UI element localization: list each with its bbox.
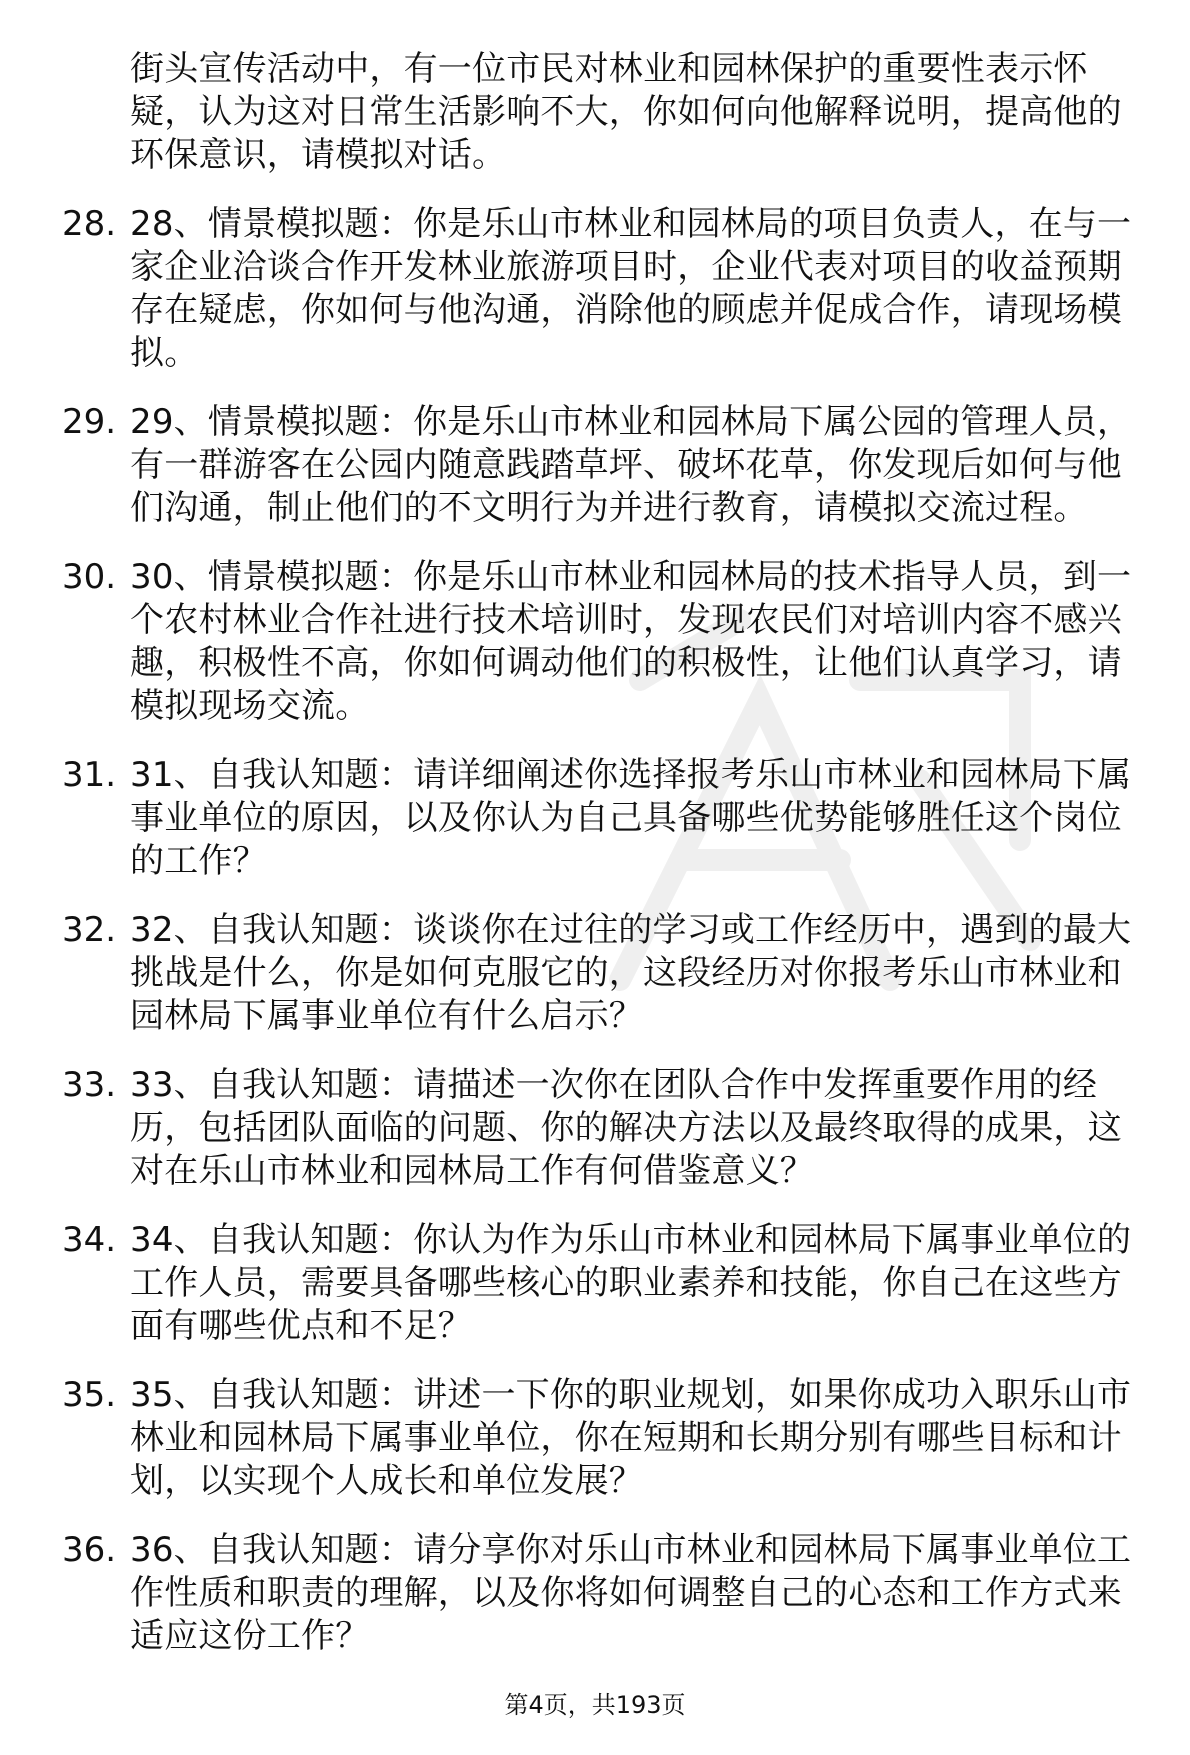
item-text: 35、自我认知题：讲述一下你的职业规划，如果你成功入职乐山市林业和园林局下属事业单位，你在短期和长期分别有哪些目标和计划，以实现个人成长和单位发展？ <box>130 1375 1132 1501</box>
list-item <box>62 203 1150 375</box>
item-number: 28. <box>62 204 117 244</box>
item-text: 34、自我认知题：你认为作为乐山市林业和园林局下属事业单位的工作人员，需要具备哪些核心的职业素养和技能，你自己在这些方面有哪些优点和不足？ <box>130 1220 1132 1346</box>
item-text: 31、自我认知题：请详细阐述你选择报考乐山市林业和园林局下属事业单位的原因，以及你认为自己具备哪些优势能够胜任这个岗位的工作？ <box>130 755 1132 881</box>
item-text: 29、情景模拟题：你是乐山市林业和园林局下属公园的管理人员，有一群游客在公园内随意践踏草坪、破坏花草，你发现后如何与他们沟通，制止他们的不文明行为并进行教育，请模拟交流过程。 <box>130 402 1132 528</box>
item-number: 31. <box>62 755 117 795</box>
list-item <box>62 909 1150 1038</box>
item-number: 35. <box>62 1375 117 1415</box>
item-text: 32、自我认知题：谈谈你在过往的学习或工作经历中，遇到的最大挑战是什么，你是如何克服它的，这段经历对你报考乐山市林业和园林局下属事业单位有什么启示？ <box>130 910 1132 1036</box>
item-number: 29. <box>62 402 117 442</box>
list-item <box>62 1219 1150 1348</box>
list-item <box>62 401 1150 530</box>
continued-question-text: 街头宣传活动中，有一位市民对林业和园林保护的重要性表示怀疑，认为这对日常生活影响不大，你如何向他解释说明，提高他的环保意识，请模拟对话。 <box>130 49 1122 175</box>
item-number: 32. <box>62 910 117 950</box>
item-number: 33. <box>62 1065 117 1105</box>
question-list <box>62 48 1150 1684</box>
item-text: 33、自我认知题：请描述一次你在团队合作中发挥重要作用的经历，包括团队面临的问题、你的解决方法以及最终取得的成果，这对在乐山市林业和园林局工作有何借鉴意义？ <box>130 1065 1122 1191</box>
list-item <box>62 1529 1150 1658</box>
item-number: 34. <box>62 1220 117 1260</box>
item-text: 30、情景模拟题：你是乐山市林业和园林局的技术指导人员，到一个农村林业合作社进行技术培训时，发现农民们对培训内容不感兴趣，积极性不高，你如何调动他们的积极性，让他们认真学习，请模拟现场交流。 <box>130 557 1132 726</box>
item-text: 36、自我认知题：请分享你对乐山市林业和园林局下属事业单位工作性质和职责的理解，以及你将如何调整自己的心态和工作方式来适应这份工作？ <box>130 1530 1132 1656</box>
list-item <box>62 754 1150 883</box>
page-footer: 第4页，共193页 <box>504 1691 686 1719</box>
item-number: 30. <box>62 557 117 597</box>
item-number: 36. <box>62 1530 117 1570</box>
list-item <box>62 556 1150 728</box>
list-item <box>62 1374 1150 1503</box>
item-text: 28、情景模拟题：你是乐山市林业和园林局的项目负责人，在与一家企业洽谈合作开发林业旅游项目时，企业代表对项目的收益预期存在疑虑，你如何与他沟通，消除他的顾虑并促成合作，请现场模拟。 <box>130 204 1132 373</box>
list-item <box>62 1064 1150 1193</box>
